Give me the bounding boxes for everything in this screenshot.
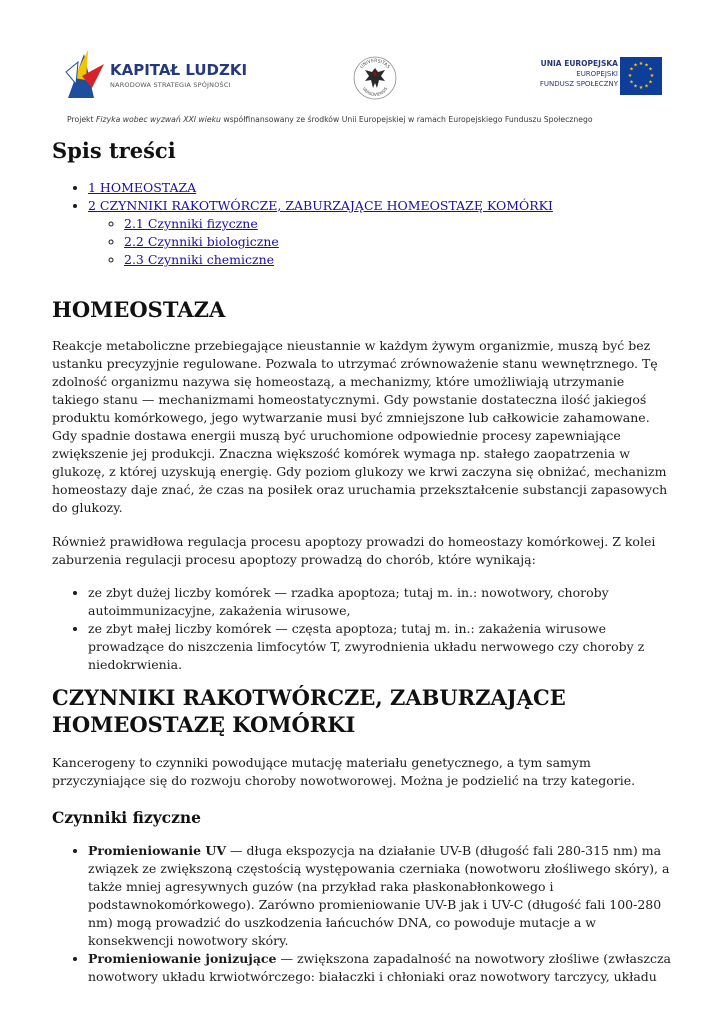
list-item: • ze zbyt małej liczby komórek — częsta apoptoza; tutaj m. in.: zakażenia wirusowe prowadzące do niszczenia limfocytów T, zwyrodnienia układu nerwowego czy choroby z niedokrwienia. <box>88 620 672 674</box>
toc-link-czynniki[interactable]: 2 CZYNNIKI RAKOTWÓRCZE, ZABURZAJĄCE HOMEOSTAZĘ KOMÓRKI <box>88 198 553 213</box>
project-name: Fizyka wobec wyzwań XXI wieku <box>95 115 221 124</box>
homeostaza-paragraph-2: Również prawidłowa regulacja procesu apoptozy prowadzi do homeostazy komórkowej. Z kolei zaburzenia regulacji procesu apoptozy prowadzą do chorób, które wynikają: <box>52 534 656 567</box>
svg-text:★: ★ <box>648 79 653 86</box>
toc-sublist <box>88 215 672 269</box>
item-term: Promieniowanie jonizujące <box>88 951 277 966</box>
svg-text:★: ★ <box>627 73 633 79</box>
item-text: — długa ekspozycja na działanie UV-B (długość fali 280-315 nm) ma związek ze zwiększoną częstością występowania czerniaka (nowotworu złośliwego skóry), a także mniej agresywnych guzów (na przykład raka płaskonabłonkowego i podstawnokomórkowego). Zarówno promieniowanie UV-B jak i UV-C (długość fali 100-280 nm) mogą prowadzić do uszkodzenia łańcuchów DNA, co powoduje mutacje a w konsekwencji nowotwory skóry. <box>88 843 670 948</box>
seal-ring-top-text: UNIVERSITAS <box>359 58 391 70</box>
homeostaza-heading: HOMEOSTAZA <box>52 297 226 322</box>
kapital-ludzki-subtitle: NARODOWA STRATEGIA SPÓJNOŚCI <box>110 81 231 89</box>
svg-text:★: ★ <box>638 61 644 67</box>
toc-link-chemiczne[interactable]: 2.3 Czynniki chemiczne <box>124 252 275 267</box>
svg-text:★: ★ <box>633 62 638 69</box>
eu-line-1: UNIA EUROPEJSKA <box>540 59 618 68</box>
article-content <box>52 138 672 986</box>
toc-item <box>88 179 672 197</box>
apoptosis-list <box>52 584 672 674</box>
homeostaza-paragraph-1: Reakcje metaboliczne przebiegające nieustannie w każdym żywym organizmie, muszą być bez ustanku precyzyjnie regulowane. Pozwala to utrzymać zrównoważenie stanu wewnętrznego. Tę zdolność organizmu nazywa się homeostazą, a mechanizmy, które umożliwiają utrzymanie takiego stanu — mechanizmami homeostatycznymi. Gdy powstanie dostateczna ilość jakiegoś produktu komórkowego, jego wytwarzanie musi być zmniejszone lub całkowicie zahamowane. Gdy spadnie dostawa energii muszą być uruchomione odpowiednie procesy zapewniające zwiększenie jej produkcji. Znaczna większość komórek wymaga np. stałego zaopatrzenia w glukozę, z której uzyskują energię. Gdy poziom glukozy we krwi zaczyna się obniżać, mechanizm homeostazy daje znać, że czas na posiłek oraz uruchamia przekształcenie substancji zapasowych do glukozy. <box>52 338 668 515</box>
czynniki-heading: CZYNNIKI RAKOTWÓRCZE, ZABURZAJĄCE HOMEOSTAZĘ KOMÓRKI <box>52 685 566 737</box>
university-seal-logo <box>352 55 398 105</box>
toc-subitem <box>124 251 672 269</box>
seal-ring-bottom-text: VARSOVIENSIS <box>361 86 389 98</box>
svg-text:★: ★ <box>644 83 649 90</box>
project-prefix: Projekt <box>67 115 94 124</box>
fizyczne-list <box>52 842 672 986</box>
svg-text:★: ★ <box>644 62 649 69</box>
eu-line-3: FUNDUSZ SPOŁECZNY <box>539 80 618 88</box>
svg-text:★: ★ <box>648 66 653 73</box>
svg-text:★: ★ <box>649 73 655 79</box>
svg-text:★: ★ <box>633 83 638 90</box>
list-item <box>88 950 672 986</box>
svg-text:★: ★ <box>629 66 634 73</box>
eagle-seal-icon <box>352 55 398 101</box>
list-item <box>88 842 672 950</box>
project-caption <box>67 115 593 124</box>
czynniki-paragraph: Kancerogeny to czynniki powodujące mutację materiału genetycznego, a tym samym przyczyniające się do rozwoju choroby nowotworowej. Można je podzielić na trzy kategorie. <box>52 755 636 788</box>
kapital-ludzki-title: KAPITAŁ LUDZKI <box>110 61 248 79</box>
kapital-ludzki-logo <box>64 48 254 100</box>
toc-title: Spis treści <box>52 138 176 163</box>
eu-flag-icon <box>620 57 662 95</box>
fizyczne-heading: Czynniki fizyczne <box>52 808 202 827</box>
kapital-ludzki-emblem-icon <box>64 48 108 100</box>
table-of-contents <box>52 179 672 269</box>
eu-line-2: EUROPEJSKI <box>576 70 618 78</box>
item-term: Promieniowanie UV <box>88 843 227 858</box>
project-suffix: współfinansowany ze środków Unii Europejskiej w ramach Europejskiego Funduszu Społecznego <box>223 115 593 124</box>
toc-link-homeostaza[interactable]: 1 HOMEOSTAZA <box>88 180 197 195</box>
eu-fund-logo <box>512 57 662 97</box>
svg-text:★: ★ <box>638 85 644 91</box>
toc-item <box>88 197 672 269</box>
svg-text:★: ★ <box>629 79 634 86</box>
toc-subitem <box>124 233 672 251</box>
list-item: • ze zbyt dużej liczby komórek — rzadka apoptoza; tutaj m. in.: nowotwory, choroby autoimmunizacyjne, zakażenia wirusowe, <box>88 584 672 620</box>
item-text: — zwiększona zapadalność na nowotwory złośliwe (zwłaszcza nowotwory układu krwiotwórczego: białaczki i chłoniaki oraz nowotwory tarczycy, układu <box>88 951 672 984</box>
toc-link-fizyczne[interactable]: 2.1 Czynniki fizyczne <box>124 216 258 231</box>
svg-text:VARSOVIENSIS <box>362 86 389 97</box>
page-header <box>0 0 725 130</box>
toc-subitem <box>124 215 672 233</box>
toc-link-biologiczne[interactable]: 2.2 Czynniki biologiczne <box>124 234 279 249</box>
